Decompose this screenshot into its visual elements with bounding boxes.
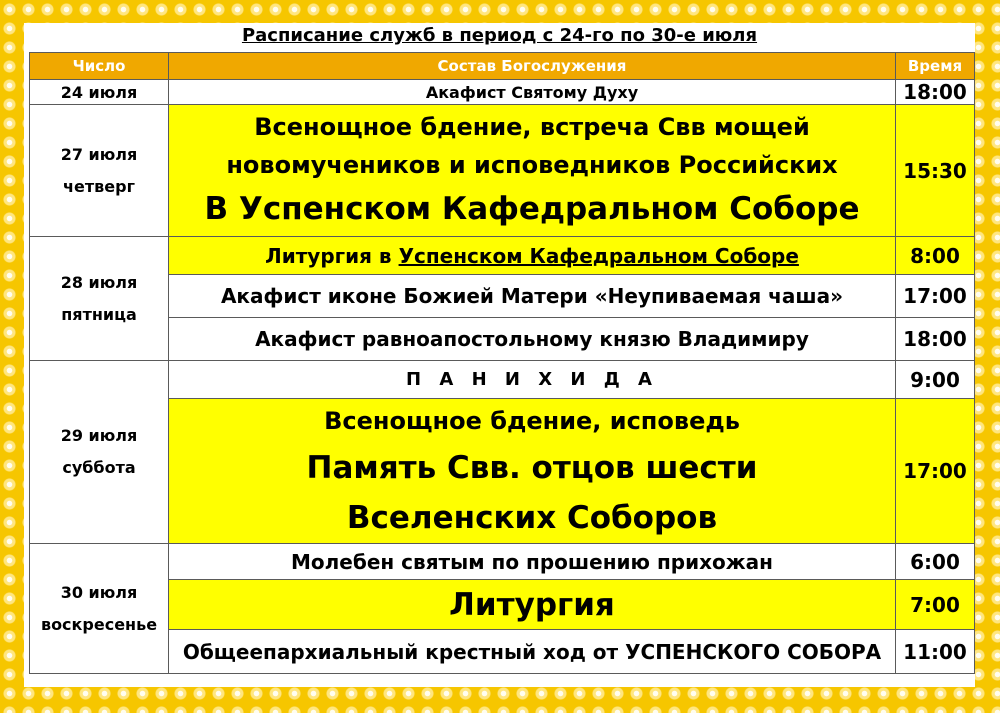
header-date: Число	[30, 53, 169, 80]
time-cell: 11:00	[896, 630, 975, 674]
table-row	[30, 544, 975, 580]
table-row	[30, 318, 975, 361]
date-weekday: суббота	[62, 458, 136, 477]
service-line: новомучеников и исповедников Российских	[226, 150, 838, 179]
time-cell: 17:00	[896, 275, 975, 318]
header-service: Состав Богослужения	[169, 53, 896, 80]
table-row	[30, 275, 975, 318]
service-line: Вселенских Соборов	[346, 500, 718, 536]
service-line: Всенощное бдение, встреча Свв мощей	[254, 112, 810, 141]
table-row	[30, 399, 975, 544]
time-cell: 18:00	[896, 80, 975, 105]
service-text: Литургия в	[265, 243, 399, 268]
table-row	[30, 630, 975, 674]
table-row	[30, 80, 975, 105]
schedule-sheet	[24, 23, 975, 687]
time-cell: 9:00	[896, 361, 975, 399]
service-cell: Акафист равноапостольному князю Владимиру	[169, 318, 896, 361]
date-cell: 24 июля	[30, 80, 169, 105]
date-cell	[30, 237, 169, 361]
service-cell: Акафист Святому Духу	[169, 80, 896, 105]
service-cell: Молебен святым по прошению прихожан	[169, 544, 896, 580]
table-row	[30, 237, 975, 275]
service-cell	[169, 237, 896, 275]
date-cell	[30, 544, 169, 674]
service-cell: Литургия	[169, 580, 896, 630]
service-line: Всенощное бдение, исповедь	[324, 407, 740, 435]
date-day: 27 июля	[60, 144, 138, 164]
time-cell: 15:30	[896, 105, 975, 237]
date-weekday: четверг	[63, 176, 135, 196]
table-row	[30, 580, 975, 630]
table-row	[30, 361, 975, 399]
schedule-table	[29, 52, 975, 674]
service-cell: Акафист иконе Божией Матери «Неупиваемая чаша»	[169, 275, 896, 318]
service-cell	[169, 399, 896, 544]
header-time: Время	[896, 53, 975, 80]
service-cell: Общеепархиальный крестный ход от УСПЕНСКОГО СОБОРА	[169, 630, 896, 674]
time-cell: 17:00	[896, 399, 975, 544]
service-line: Память Свв. отцов шести	[306, 450, 758, 486]
date-cell	[30, 105, 169, 237]
service-line: В Успенском Кафедральном Соборе	[204, 190, 860, 227]
table-row	[30, 105, 975, 237]
service-cell	[169, 105, 896, 237]
time-cell: 6:00	[896, 544, 975, 580]
service-cell: П А Н И Х И Д А	[169, 361, 896, 399]
cathedral-name: Успенском Кафедральном Соборе	[398, 243, 799, 268]
date-day: 30 июля	[60, 582, 138, 602]
schedule-title: Расписание служб в период с 24-го по 30-е июля	[241, 25, 758, 46]
header-row	[30, 53, 975, 80]
date-weekday: пятница	[61, 304, 137, 324]
time-cell: 18:00	[896, 318, 975, 361]
date-cell	[30, 361, 169, 544]
date-day: 29 июля	[60, 426, 138, 445]
date-day: 28 июля	[60, 272, 138, 292]
date-weekday: воскресенье	[40, 614, 158, 634]
time-cell: 7:00	[896, 580, 975, 630]
time-cell: 8:00	[896, 237, 975, 275]
